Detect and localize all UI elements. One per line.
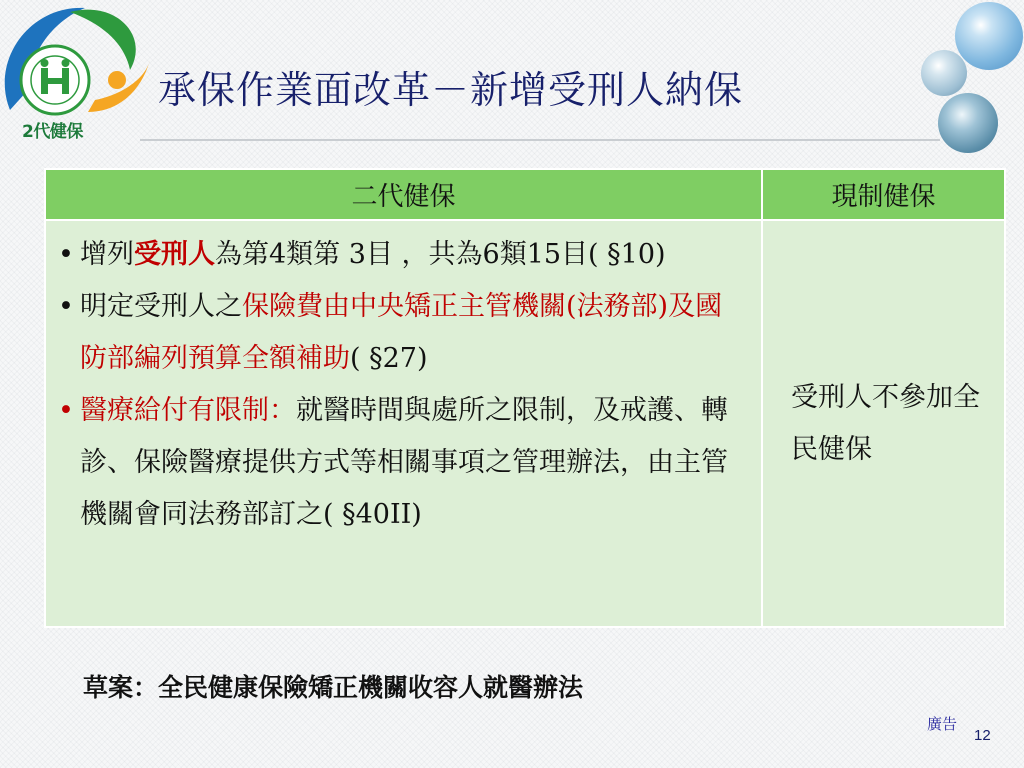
slide-title: 承保作業面改革－新增受刑人納保 [158,68,744,112]
current-system-cell: 受刑人不參加全民健保 [762,220,1005,627]
header-current-system: 現制健保 [762,169,1005,220]
bullet3-highlight: 醫療給付有限制： [80,395,296,426]
bullet2-highlight: 保險費由中央矯正主管機關(法務部)及國防部編列預算全額補助 [80,291,723,374]
bullet-inmate-category [58,229,747,281]
decorative-bubble-large [955,2,1023,70]
bullet1-text-a: 增列 [80,239,134,270]
logo-caption: 2代健保 [22,122,83,142]
new-system-bullets [58,229,747,541]
table-header-row [45,169,1005,220]
table-row [45,220,1005,627]
new-system-cell [45,220,762,627]
page-number: 12 [974,727,991,744]
ad-label: 廣告 [927,715,958,733]
decorative-bubble-small [921,50,967,96]
comparison-table [44,168,1006,628]
bullet2-text-a: 明定受刑人之 [80,291,242,322]
bullet1-highlight: 受刑人 [134,239,215,270]
bullet2-text-b: ( §27) [350,343,428,374]
bullet-premium-subsidy [58,281,747,385]
bullet3-text: 就醫時間與處所之限制，及戒護、轉診、保險醫療提供方式等相關事項之管理辦法，由主管機關會同法務部訂之( §40II) [80,395,728,530]
title-divider [140,139,940,141]
decorative-bubble-medium [938,93,998,153]
nhi-logo [0,0,150,145]
draft-regulation-note: 草案：全民健康保險矯正機關收容人就醫辦法 [83,673,584,702]
header-new-system: 二代健保 [45,169,762,220]
bullet-medical-limits [58,385,747,541]
bullet1-text-b: 為第4類第 3目 ，共為6類15目( §10) [215,239,666,270]
